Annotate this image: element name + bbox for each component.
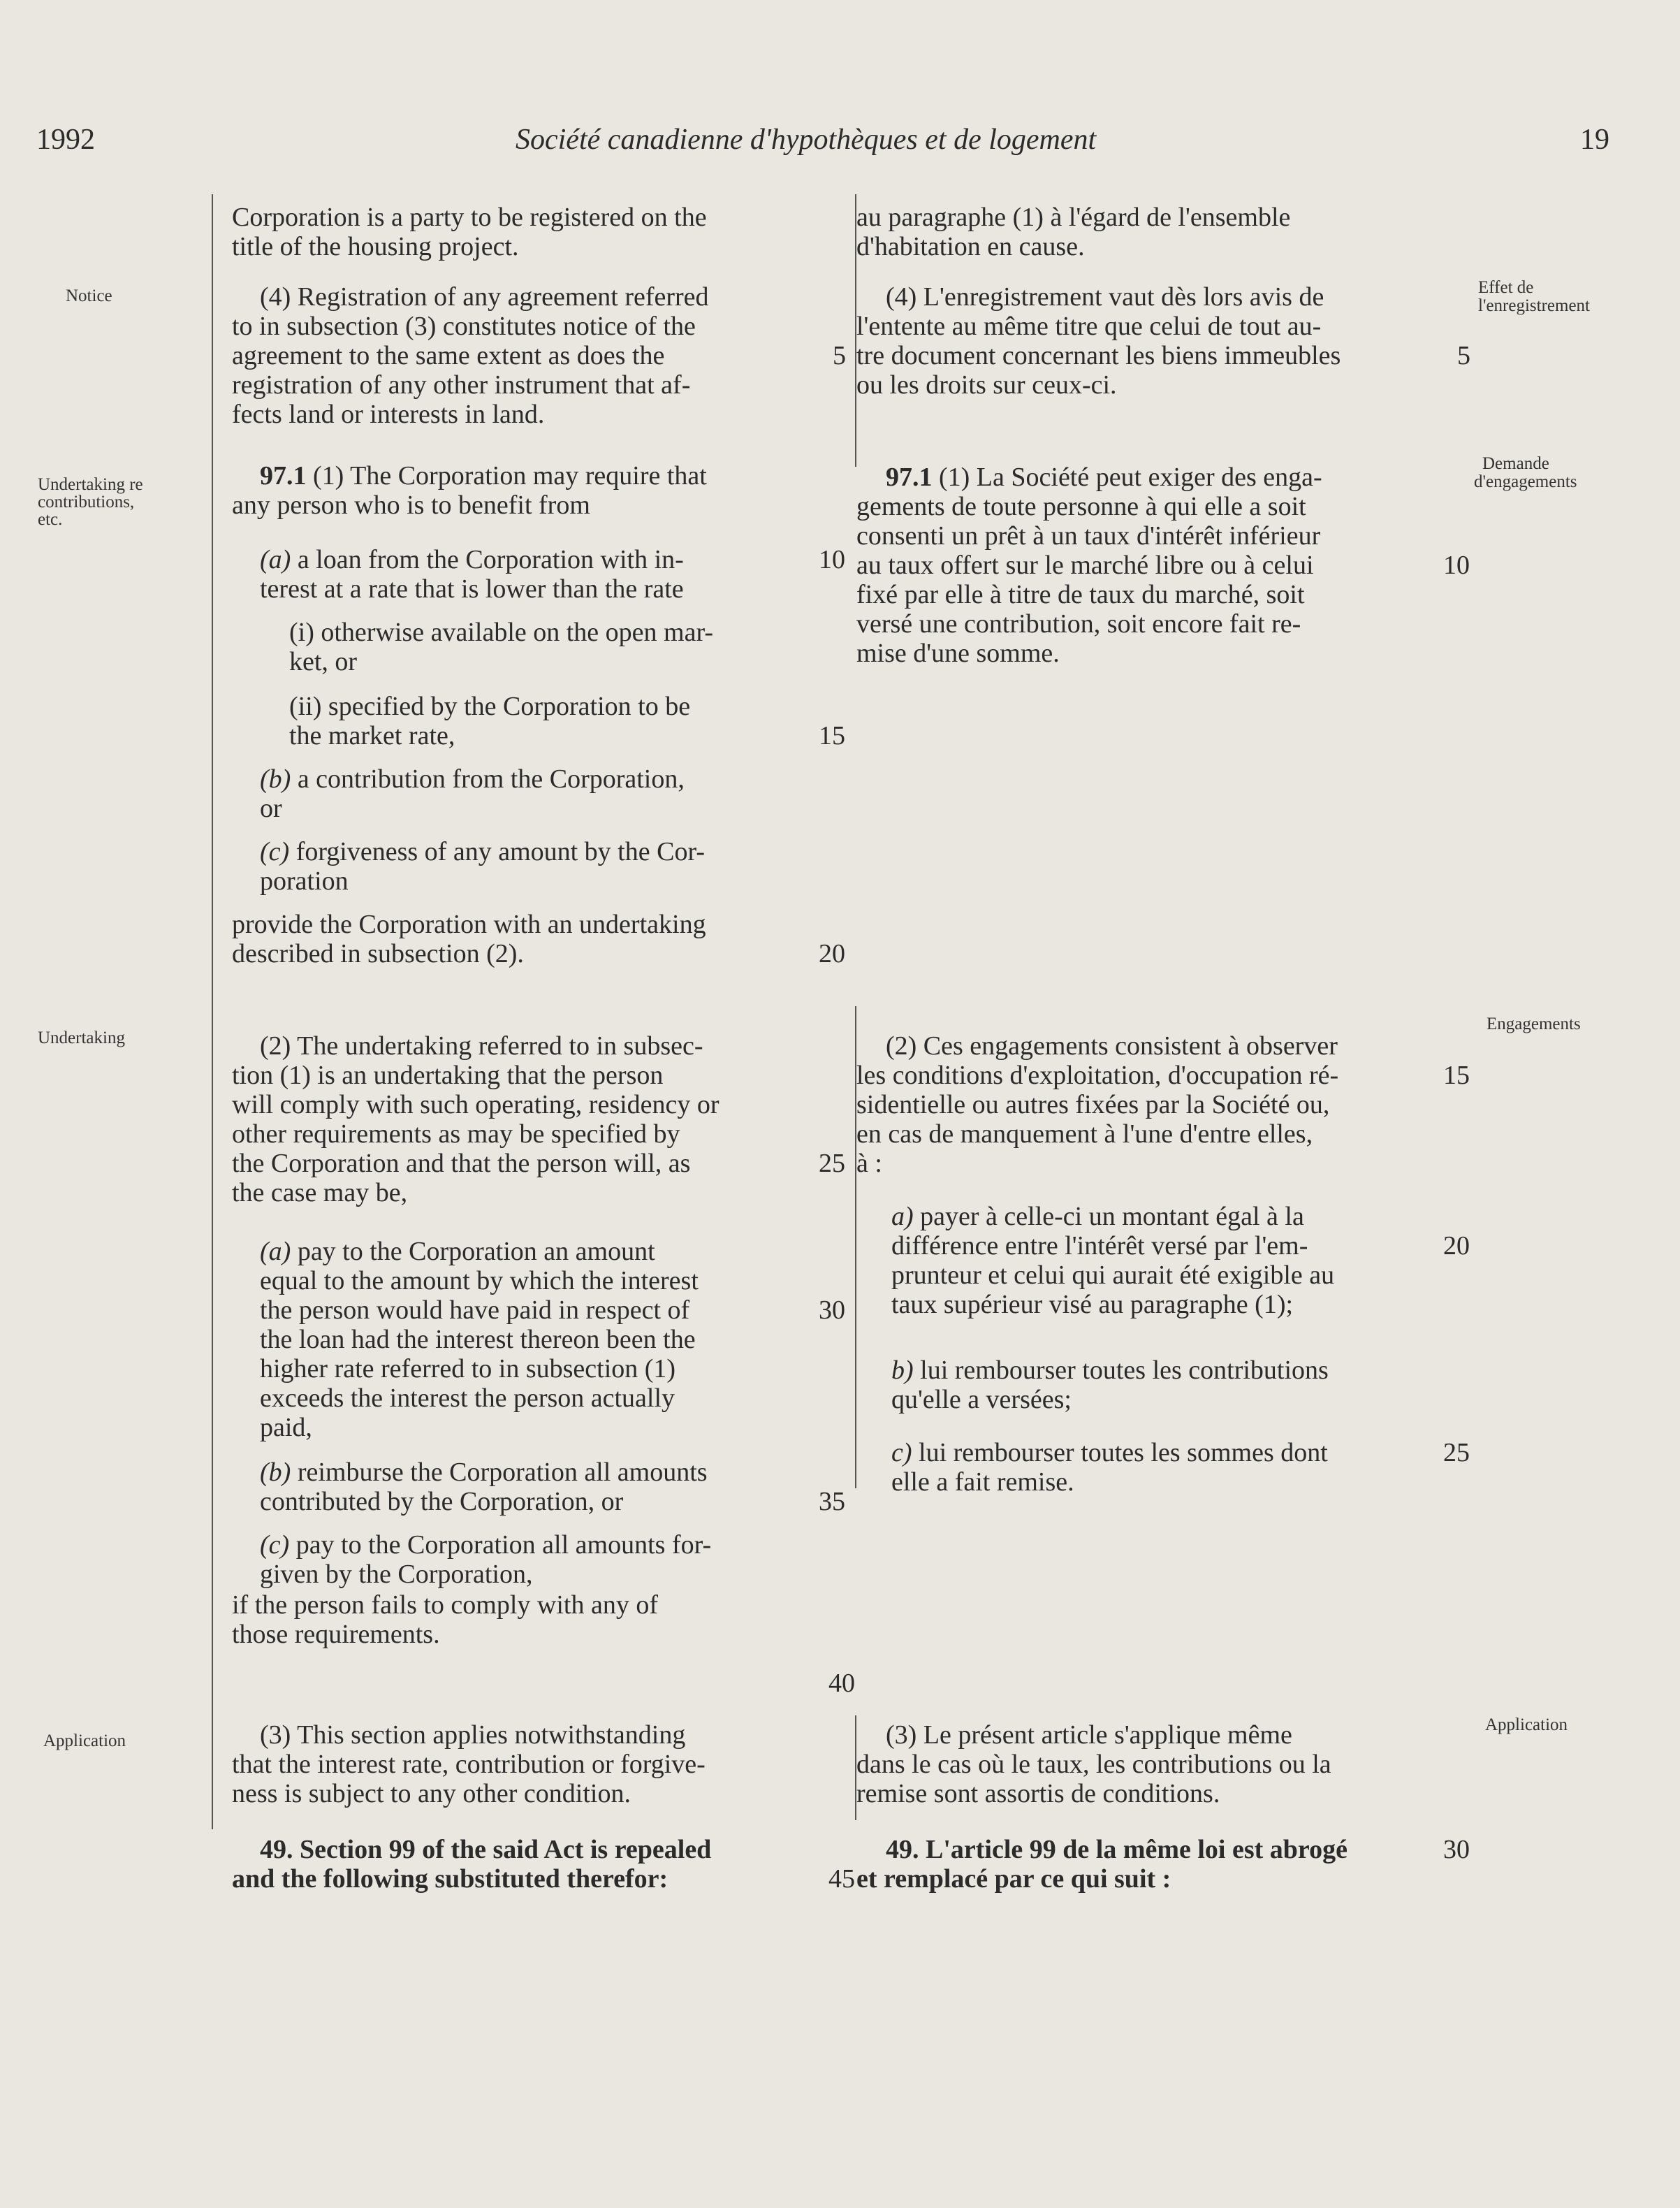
en-section-97-1-cont: any person who is to benefit from bbox=[232, 491, 590, 520]
en-if-clause: if the person fails to comply with any of those requirements. bbox=[232, 1590, 658, 1649]
margin-note-application: Application bbox=[43, 1731, 126, 1750]
margin-note-demande-2: d'engagements bbox=[1474, 472, 1577, 491]
line-number: 10 bbox=[1443, 551, 1470, 580]
fr-para-1: au paragraphe (1) à l'égard de l'ensemble d'habitation en cause. bbox=[856, 203, 1291, 261]
margin-note-undertaking: Undertaking bbox=[38, 1029, 125, 1047]
margin-note-application-fr: Application bbox=[1485, 1715, 1568, 1734]
line-number: 30 bbox=[819, 1295, 845, 1325]
fr-para-application-cont: dans le cas où le taux, les contributions ou la remise sont assortis de conditions. bbox=[856, 1750, 1331, 1808]
fr-para-engagements: (2) Ces engagements consistent à observer bbox=[886, 1031, 1338, 1061]
en-para-b: (b) a contribution from the Corporation, or bbox=[260, 764, 685, 823]
margin-note-engagements: Engagements bbox=[1487, 1015, 1581, 1033]
en-section-49: 49. Section 99 of the said Act is repealed bbox=[260, 1835, 712, 1864]
en-subpara-ii: (ii) specified by the Corporation to be the market rate, bbox=[289, 692, 691, 750]
en-section-49-cont: and the following substituted therefor: bbox=[232, 1864, 669, 1894]
fr-section-49: 49. L'article 99 de la même loi est abrogé bbox=[886, 1835, 1347, 1864]
fr-para-c: c) lui rembourser toutes les sommes dont elle a fait remise. bbox=[891, 1438, 1328, 1497]
en-para-undertaking: (2) The undertaking referred to in subsec- bbox=[260, 1031, 703, 1061]
fr-para-enregistrement-cont: l'entente au même titre que celui de tout au- tre document concernant les biens immeubles ou les droits sur ceux-ci. bbox=[856, 312, 1341, 400]
fr-para-engagements-cont: les conditions d'exploitation, d'occupation ré- sidentielle ou autres fixées par la Société ou, en cas de manquement à l'une d'entre elles, à : bbox=[856, 1061, 1339, 1178]
line-number: 10 bbox=[819, 545, 845, 574]
fr-para-enregistrement: (4) L'enregistrement vaut dès lors avis de bbox=[886, 282, 1324, 312]
en-para-undertaking-cont: tion (1) is an undertaking that the person will comply with such operating, residency or other requirements as may be specified by the Corporation and that the person will, as the case may be, bbox=[232, 1061, 720, 1207]
line-number: 45 bbox=[828, 1864, 855, 1894]
en-para-a2: (a) pay to the Corporation an amount equal to the amount by which the interest the person would have paid in respect of the loan had the interest thereon been the higher rate referred to in subsection (1) exceeds the interest the person actually paid, bbox=[260, 1237, 699, 1442]
en-para-registration: (4) Registration of any agreement referred bbox=[260, 282, 709, 312]
page-number: 19 bbox=[1580, 124, 1609, 156]
en-para-registration-cont: to in subsection (3) constitutes notice of the agreement to the same extent as does the registration of any other instrument that af- fects land or interests in land. bbox=[232, 312, 696, 429]
margin-note-demande-1: Demande bbox=[1482, 454, 1549, 473]
en-para-1: Corporation is a party to be registered on the title of the housing project. bbox=[232, 203, 707, 261]
en-provide: provide the Corporation with an undertaking described in subsection (2). bbox=[232, 910, 706, 968]
line-number: 15 bbox=[1443, 1061, 1470, 1090]
margin-note-notice: Notice bbox=[66, 286, 112, 305]
margin-note-effet-1: Effet de bbox=[1478, 278, 1534, 297]
line-number: 20 bbox=[1443, 1231, 1470, 1261]
fr-para-application: (3) Le présent article s'applique même bbox=[886, 1720, 1292, 1750]
page-year: 1992 bbox=[36, 124, 95, 156]
running-title: Société canadienne d'hypothèques et de logement bbox=[516, 124, 1097, 156]
line-number: 25 bbox=[1443, 1438, 1470, 1467]
en-section-97-1: 97.1 (1) The Corporation may require that bbox=[260, 461, 707, 491]
left-column-rule bbox=[212, 194, 213, 1829]
en-subpara-i: (i) otherwise available on the open mar- ket, or bbox=[289, 618, 713, 676]
line-number: 30 bbox=[1443, 1835, 1470, 1864]
fr-section-97-1: 97.1 (1) La Société peut exiger des enga- bbox=[886, 463, 1322, 492]
line-number: 25 bbox=[819, 1149, 845, 1178]
en-para-application-cont: that the interest rate, contribution or forgive- ness is subject to any other condition. bbox=[232, 1750, 706, 1808]
margin-note-undertaking-re-1: Undertaking re bbox=[38, 475, 143, 494]
margin-note-undertaking-re-3: etc. bbox=[38, 510, 63, 529]
line-number: 35 bbox=[819, 1487, 845, 1516]
line-number: 5 bbox=[1457, 341, 1470, 370]
en-para-b2: (b) reimburse the Corporation all amounts contributed by the Corporation, or bbox=[260, 1458, 708, 1516]
margin-note-undertaking-re-2: contributions, bbox=[38, 493, 135, 511]
fr-para-b: b) lui rembourser toutes les contributions qu'elle a versées; bbox=[891, 1356, 1329, 1414]
fr-section-49-cont: et remplacé par ce qui suit : bbox=[856, 1864, 1171, 1894]
fr-para-a: a) payer à celle-ci un montant égal à la différence entre l'intérêt versé par l'em- prunteur et celui qui aurait été exigible au taux supérieur visé au paragraphe (1); bbox=[891, 1202, 1335, 1319]
margin-note-effet-2: l'enregistrement bbox=[1478, 296, 1590, 315]
line-number: 40 bbox=[828, 1669, 855, 1698]
line-number: 15 bbox=[819, 721, 845, 750]
en-para-c2: (c) pay to the Corporation all amounts for- given by the Corporation, bbox=[260, 1530, 712, 1589]
line-number: 20 bbox=[819, 939, 845, 968]
line-number: 5 bbox=[833, 341, 846, 370]
en-para-a: (a) a loan from the Corporation with in- terest at a rate that is lower than the rate bbox=[260, 545, 684, 604]
en-para-application: (3) This section applies notwithstanding bbox=[260, 1720, 686, 1750]
en-para-c: (c) forgiveness of any amount by the Cor- poration bbox=[260, 837, 705, 896]
fr-section-97-1-cont: gements de toute personne à qui elle a soit consenti un prêt à un taux d'intérêt inférieur au taux offert sur le marché libre ou à celui fixé par elle à titre de taux du marché, soit versé une contribution, soit encore fait re- mise d'une somme. bbox=[856, 492, 1321, 668]
